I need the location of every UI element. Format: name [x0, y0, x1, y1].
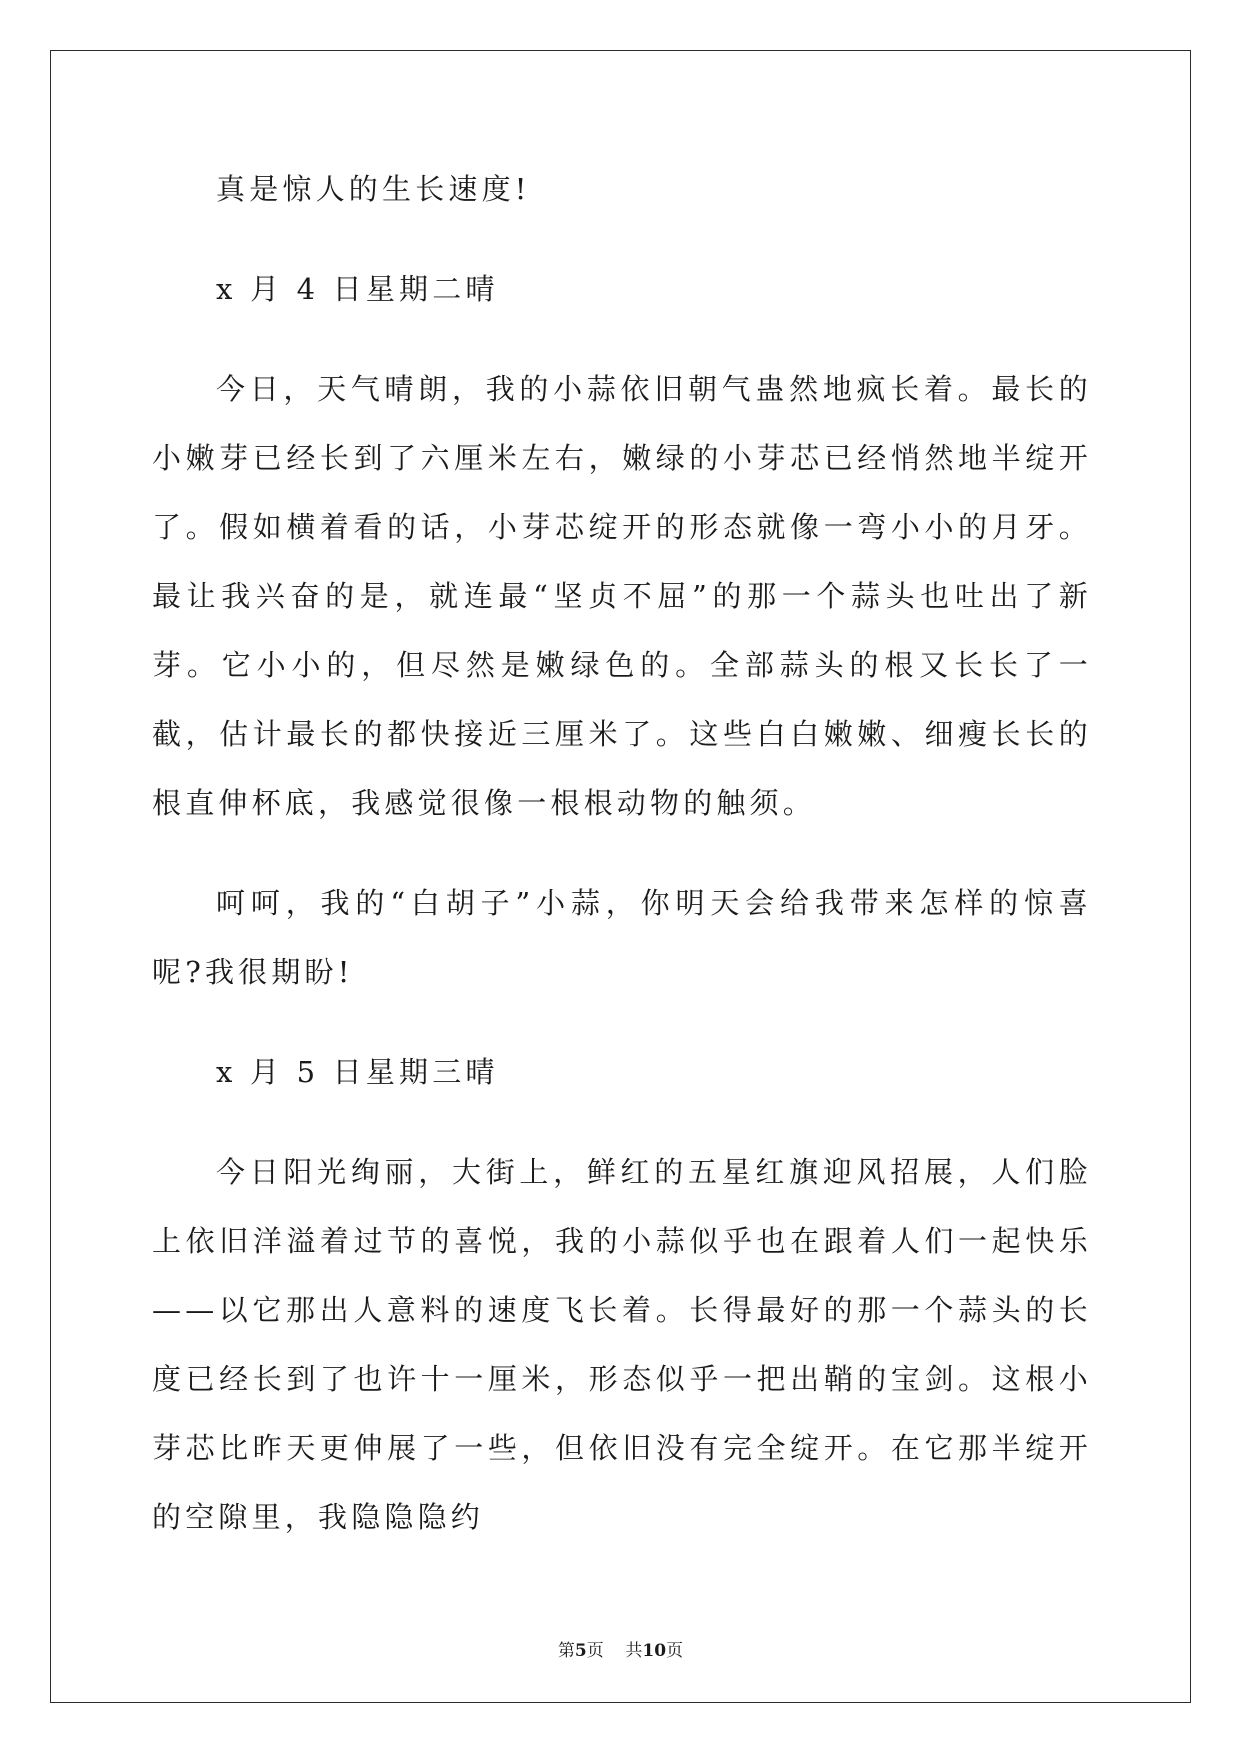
paragraph: 真是惊人的生长速度! [216, 172, 531, 206]
diary-date-heading: x 月 5 日星期三晴 [216, 1055, 499, 1089]
footer-total-prefix: 共 [625, 1641, 643, 1661]
footer-page-suffix: 页 [586, 1641, 604, 1661]
total-page-count: 10 [642, 1641, 667, 1661]
paragraph: 呵呵，我的“白胡子”小蒜，你明天会给我带来怎样的惊喜呢?我很期盼! [152, 886, 1092, 989]
paragraph: 今日，天气晴朗，我的小蒜依旧朝气蛊然地疯长着。最长的小嫩芽已经长到了六厘米左右，嫩绿的小芽芯已经悄然地半绽开了。假如横着看的话，小芽芯绽开的形态就像一弯小小的月牙。最让我兴奋的是，就连最“坚贞不屈”的那一个蒜头也吐出了新芽。它小小的，但尽然是嫩绿色的。全部蒜头的根又长长了一截，估计最长的都快接近三厘米了。这些白白嫩嫩、细瘦长长的根直伸杯底，我感觉很像一根根动物的触须。 [152, 372, 1092, 820]
footer-prefix: 第 [557, 1641, 575, 1661]
footer-total-suffix: 页 [666, 1641, 684, 1661]
page-number-footer [0, 1636, 1241, 1661]
document-body [152, 155, 1092, 1552]
paragraph: 今日阳光绚丽，大街上，鲜红的五星红旗迎风招展，人们脸上依旧洋溢着过节的喜悦，我的小蒜似乎也在跟着人们一起快乐——以它那出人意料的速度飞长着。长得最好的那一个蒜头的长度已经长到了也许十一厘米，形态似乎一把出鞘的宝剑。这根小芽芯比昨天更伸展了一些，但依旧没有完全绽开。在它那半绽开的空隙里，我隐隐隐约 [152, 1155, 1092, 1534]
diary-date-heading: x 月 4 日星期二晴 [216, 272, 499, 306]
current-page-number: 5 [574, 1641, 587, 1661]
